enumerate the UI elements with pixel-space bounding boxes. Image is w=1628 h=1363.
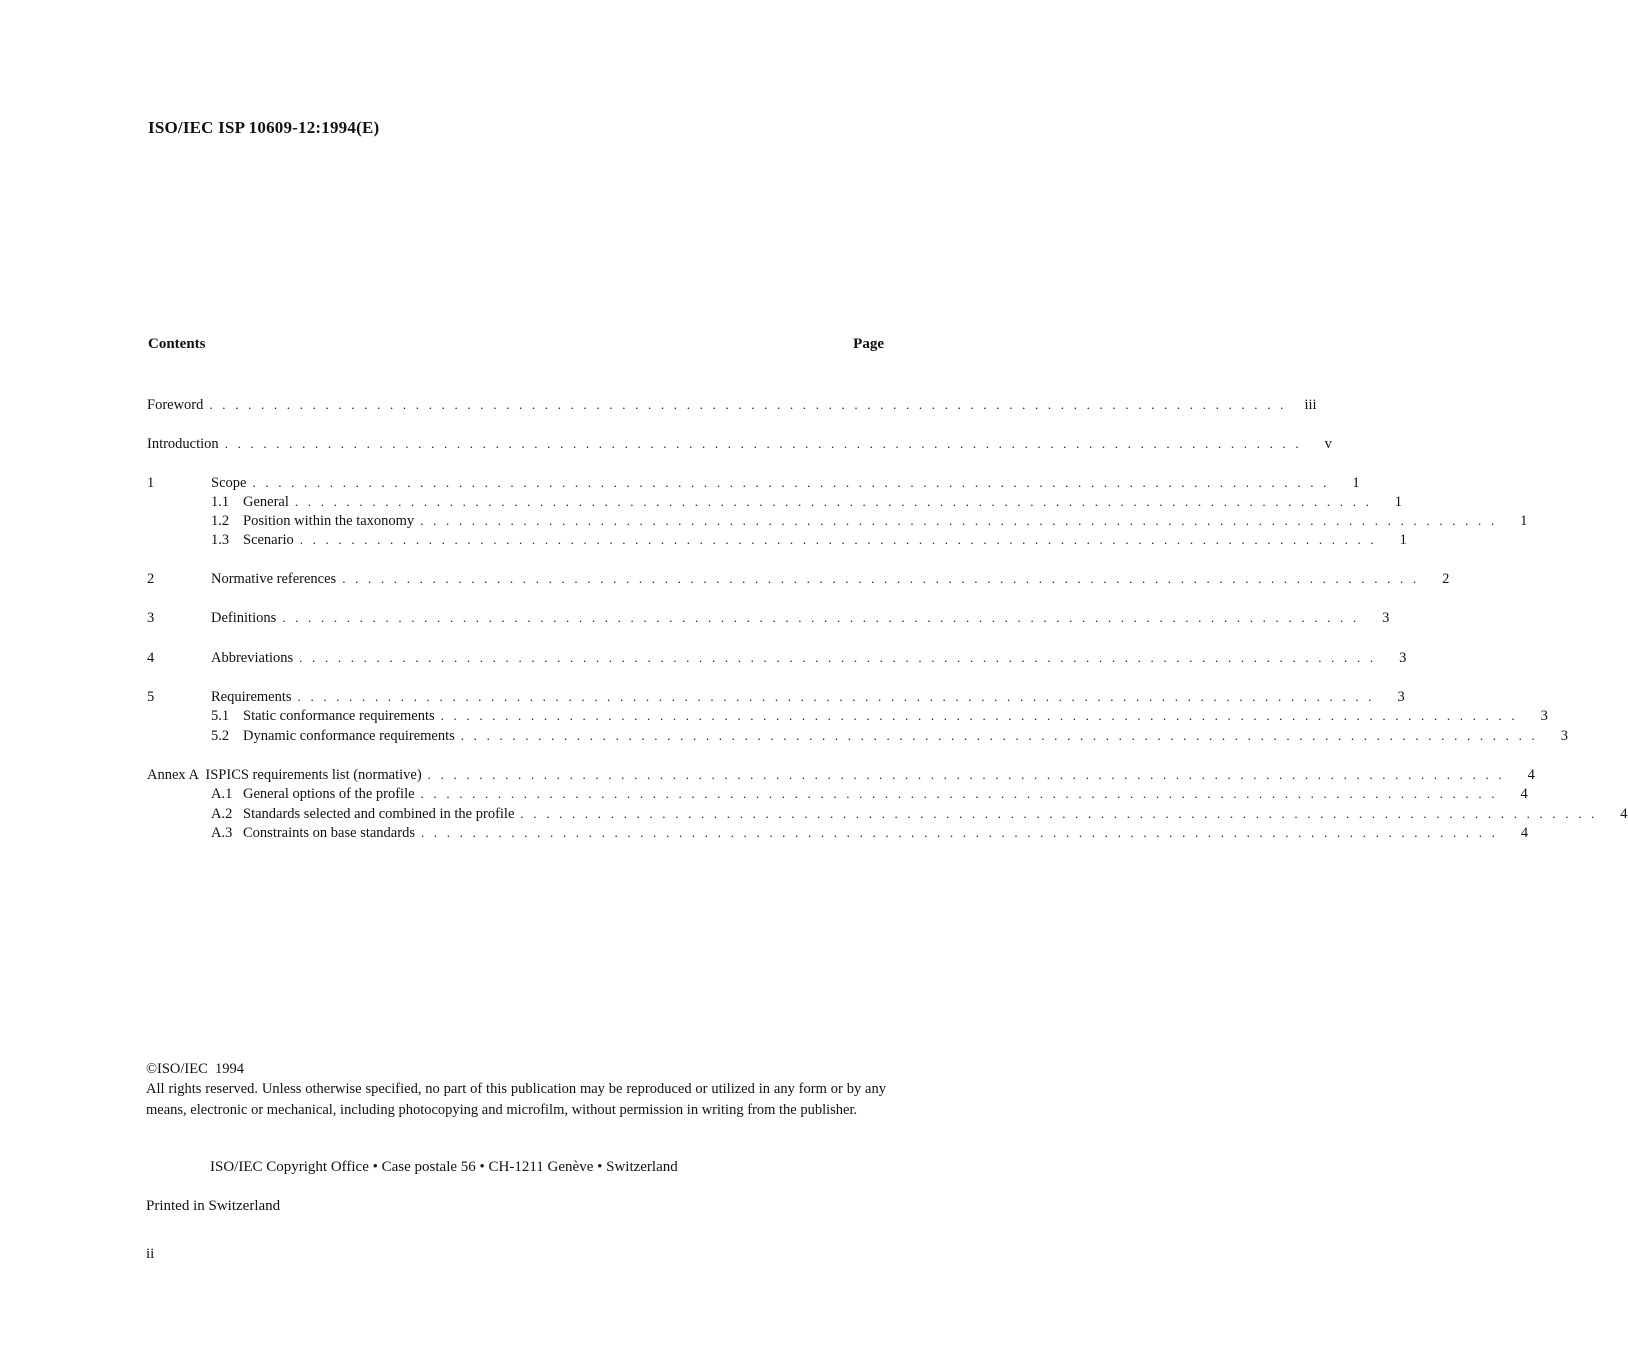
toc-entry-general-options[interactable] xyxy=(147,784,1528,804)
toc-entry-requirements[interactable] xyxy=(147,687,1405,707)
toc-leader: . . . . . . . . . . . . . . . . . . . . . . . . . . . . . . . . . . . . . . . . . . . . . . . . . . . . . . . . . . . . . . . . . . . . . . . . . . . . . . . . . . . . xyxy=(209,397,1287,412)
toc-title: Introduction xyxy=(147,436,219,452)
toc-leader: . . . . . . . . . . . . . . . . . . . . . . . . . . . . . . . . . . . . . . . . . . . . . . . . . . . . . . . . . . . . . . . . . . . . . . . . . . . . . . . . . . . . xyxy=(282,610,1360,625)
toc-leader: . . . . . . . . . . . . . . . . . . . . . . . . . . . . . . . . . . . . . . . . . . . . . . . . . . . . . . . . . . . . . . . . . . . . . . . . . . . . . . . . . . . . xyxy=(420,786,1498,801)
toc-subnumber: 1.2 xyxy=(211,513,230,529)
toc-page: 3 xyxy=(1382,610,1390,626)
toc-page: 4 xyxy=(1527,767,1535,783)
toc-page: 1 xyxy=(1352,475,1360,491)
toc-title: General xyxy=(243,494,289,510)
contents-heading: Contents xyxy=(148,336,206,352)
toc-entry-position[interactable] xyxy=(147,511,1528,531)
toc-title: General options of the profile xyxy=(243,786,415,802)
toc-entry-constraints[interactable] xyxy=(147,823,1529,843)
toc-page: v xyxy=(1324,436,1332,452)
toc-title: Requirements xyxy=(211,689,292,705)
toc-entry-scenario[interactable] xyxy=(147,530,1407,550)
toc-number: 5 xyxy=(147,689,155,705)
toc-leader: . . . . . . . . . . . . . . . . . . . . . . . . . . . . . . . . . . . . . . . . . . . . . . . . . . . . . . . . . . . . . . . . . . . . . . . . . . . . . . . . . . . . xyxy=(299,532,1377,547)
toc-subnumber: A.2 xyxy=(211,806,233,822)
toc-entry-general[interactable] xyxy=(147,492,1403,512)
toc-entry-normative-references[interactable] xyxy=(147,569,1450,589)
toc-number: 3 xyxy=(147,610,155,626)
toc-entry-annex-a[interactable] xyxy=(147,765,1535,785)
toc-leader: . . . . . . . . . . . . . . . . . . . . . . . . . . . . . . . . . . . . . . . . . . . . . . . . . . . . . . . . . . . . . . . . . . . . . . . . . . . . . . . . . . . . xyxy=(252,475,1330,490)
toc-subnumber: A.3 xyxy=(211,825,233,841)
toc-number: 2 xyxy=(147,571,155,587)
toc-subnumber: A.1 xyxy=(211,786,233,802)
toc-leader: . . . . . . . . . . . . . . . . . . . . . . . . . . . . . . . . . . . . . . . . . . . . . . . . . . . . . . . . . . . . . . . . . . . . . . . . . . . . . . . . . . . . xyxy=(460,728,1538,743)
toc-leader: . . . . . . . . . . . . . . . . . . . . . . . . . . . . . . . . . . . . . . . . . . . . . . . . . . . . . . . . . . . . . . . . . . . . . . . . . . . . . . . . . . . . xyxy=(520,806,1598,821)
copyright-office-address: ISO/IEC Copyright Office • Case postale 56 • CH-1211 Genève • Switzerland xyxy=(210,1159,678,1175)
toc-entry-definitions[interactable] xyxy=(147,608,1390,628)
toc-title: Foreword xyxy=(147,397,204,413)
toc-title: Static conformance requirements xyxy=(243,708,435,724)
rights-statement: All rights reserved. Unless otherwise specified, no part of this publication may be reproduced or utilized in any form or by any means, electronic or mechanical, including photocopying and microfilm, without permission in writing from the publisher. xyxy=(146,1081,886,1118)
toc-page: 3 xyxy=(1399,650,1407,666)
toc-subnumber: 5.1 xyxy=(211,708,230,724)
printed-in: Printed in Switzerland xyxy=(146,1198,281,1214)
toc-leader: . . . . . . . . . . . . . . . . . . . . . . . . . . . . . . . . . . . . . . . . . . . . . . . . . . . . . . . . . . . . . . . . . . . . . . . . . . . . . . . . . . . . xyxy=(342,571,1420,586)
toc-title: Standards selected and combined in the profile xyxy=(243,806,515,822)
toc-number: 1 xyxy=(147,475,155,491)
toc-page: 3 xyxy=(1540,708,1548,724)
toc-title: Abbreviations xyxy=(211,650,294,666)
toc-leader: . . . . . . . . . . . . . . . . . . . . . . . . . . . . . . . . . . . . . . . . . . . . . . . . . . . . . . . . . . . . . . . . . . . . . . . . . . . . . . . . . . . . xyxy=(224,436,1302,451)
toc-page: 1 xyxy=(1394,494,1403,510)
toc-title: Scope xyxy=(211,475,247,491)
toc-title: Definitions xyxy=(211,610,277,626)
toc-page: 2 xyxy=(1442,571,1450,587)
toc-page: 4 xyxy=(1520,786,1528,802)
toc-page: iii xyxy=(1304,397,1317,413)
toc-entry-standards-selected[interactable] xyxy=(147,804,1628,824)
toc-leader: . . . . . . . . . . . . . . . . . . . . . . . . . . . . . . . . . . . . . . . . . . . . . . . . . . . . . . . . . . . . . . . . . . . . . . . . . . . . . . . . . . . . xyxy=(420,825,1499,840)
toc-title: Position within the taxonomy xyxy=(243,513,415,529)
toc-title: Scenario xyxy=(243,532,294,548)
toc-leader: . . . . . . . . . . . . . . . . . . . . . . . . . . . . . . . . . . . . . . . . . . . . . . . . . . . . . . . . . . . . . . . . . . . . . . . . . . . . . . . . . . . . xyxy=(420,513,1498,528)
toc-leader: . . . . . . . . . . . . . . . . . . . . . . . . . . . . . . . . . . . . . . . . . . . . . . . . . . . . . . . . . . . . . . . . . . . . . . . . . . . . . . . . . . . . xyxy=(297,689,1375,704)
toc-entry-introduction[interactable] xyxy=(147,434,1332,454)
toc-number: 4 xyxy=(147,650,155,666)
toc-title: Constraints on base standards xyxy=(243,825,415,841)
toc-subnumber: 5.2 xyxy=(211,728,230,744)
toc-entry-dynamic-conformance[interactable] xyxy=(147,726,1568,746)
toc-page: 4 xyxy=(1520,825,1529,841)
toc-title: Dynamic conformance requirements xyxy=(243,728,455,744)
page-column-heading: Page xyxy=(853,336,884,352)
page-number: ii xyxy=(146,1246,155,1262)
toc-entry-scope[interactable] xyxy=(147,473,1360,493)
toc-page: 3 xyxy=(1397,689,1405,705)
toc-entry-foreword[interactable] xyxy=(147,395,1317,415)
toc-leader: . . . . . . . . . . . . . . . . . . . . . . . . . . . . . . . . . . . . . . . . . . . . . . . . . . . . . . . . . . . . . . . . . . . . . . . . . . . . . . . . . . . . xyxy=(294,494,1373,509)
toc-page: 1 xyxy=(1399,532,1407,548)
toc-entry-abbreviations[interactable] xyxy=(147,648,1407,668)
toc-leader: . . . . . . . . . . . . . . . . . . . . . . . . . . . . . . . . . . . . . . . . . . . . . . . . . . . . . . . . . . . . . . . . . . . . . . . . . . . . . . . . . . . . xyxy=(427,767,1505,782)
copyright-notice: ©ISO/IEC 1994 xyxy=(146,1061,245,1077)
toc-page: 3 xyxy=(1560,728,1568,744)
toc-title: Normative references xyxy=(211,571,337,587)
toc-subnumber: 1.3 xyxy=(211,532,230,548)
toc-page: 4 xyxy=(1620,806,1628,822)
toc-entry-static-conformance[interactable] xyxy=(147,706,1548,726)
toc-leader: . . . . . . . . . . . . . . . . . . . . . . . . . . . . . . . . . . . . . . . . . . . . . . . . . . . . . . . . . . . . . . . . . . . . . . . . . . . . . . . . . . . . xyxy=(299,650,1377,665)
toc-title: Annex A ISPICS requirements list (normative) xyxy=(147,767,422,783)
toc-leader: . . . . . . . . . . . . . . . . . . . . . . . . . . . . . . . . . . . . . . . . . . . . . . . . . . . . . . . . . . . . . . . . . . . . . . . . . . . . . . . . . . . . xyxy=(440,708,1518,723)
toc-subnumber: 1.1 xyxy=(211,494,230,510)
toc-page: 1 xyxy=(1520,513,1528,529)
document-id: ISO/IEC ISP 10609-12:1994(E) xyxy=(148,118,380,137)
